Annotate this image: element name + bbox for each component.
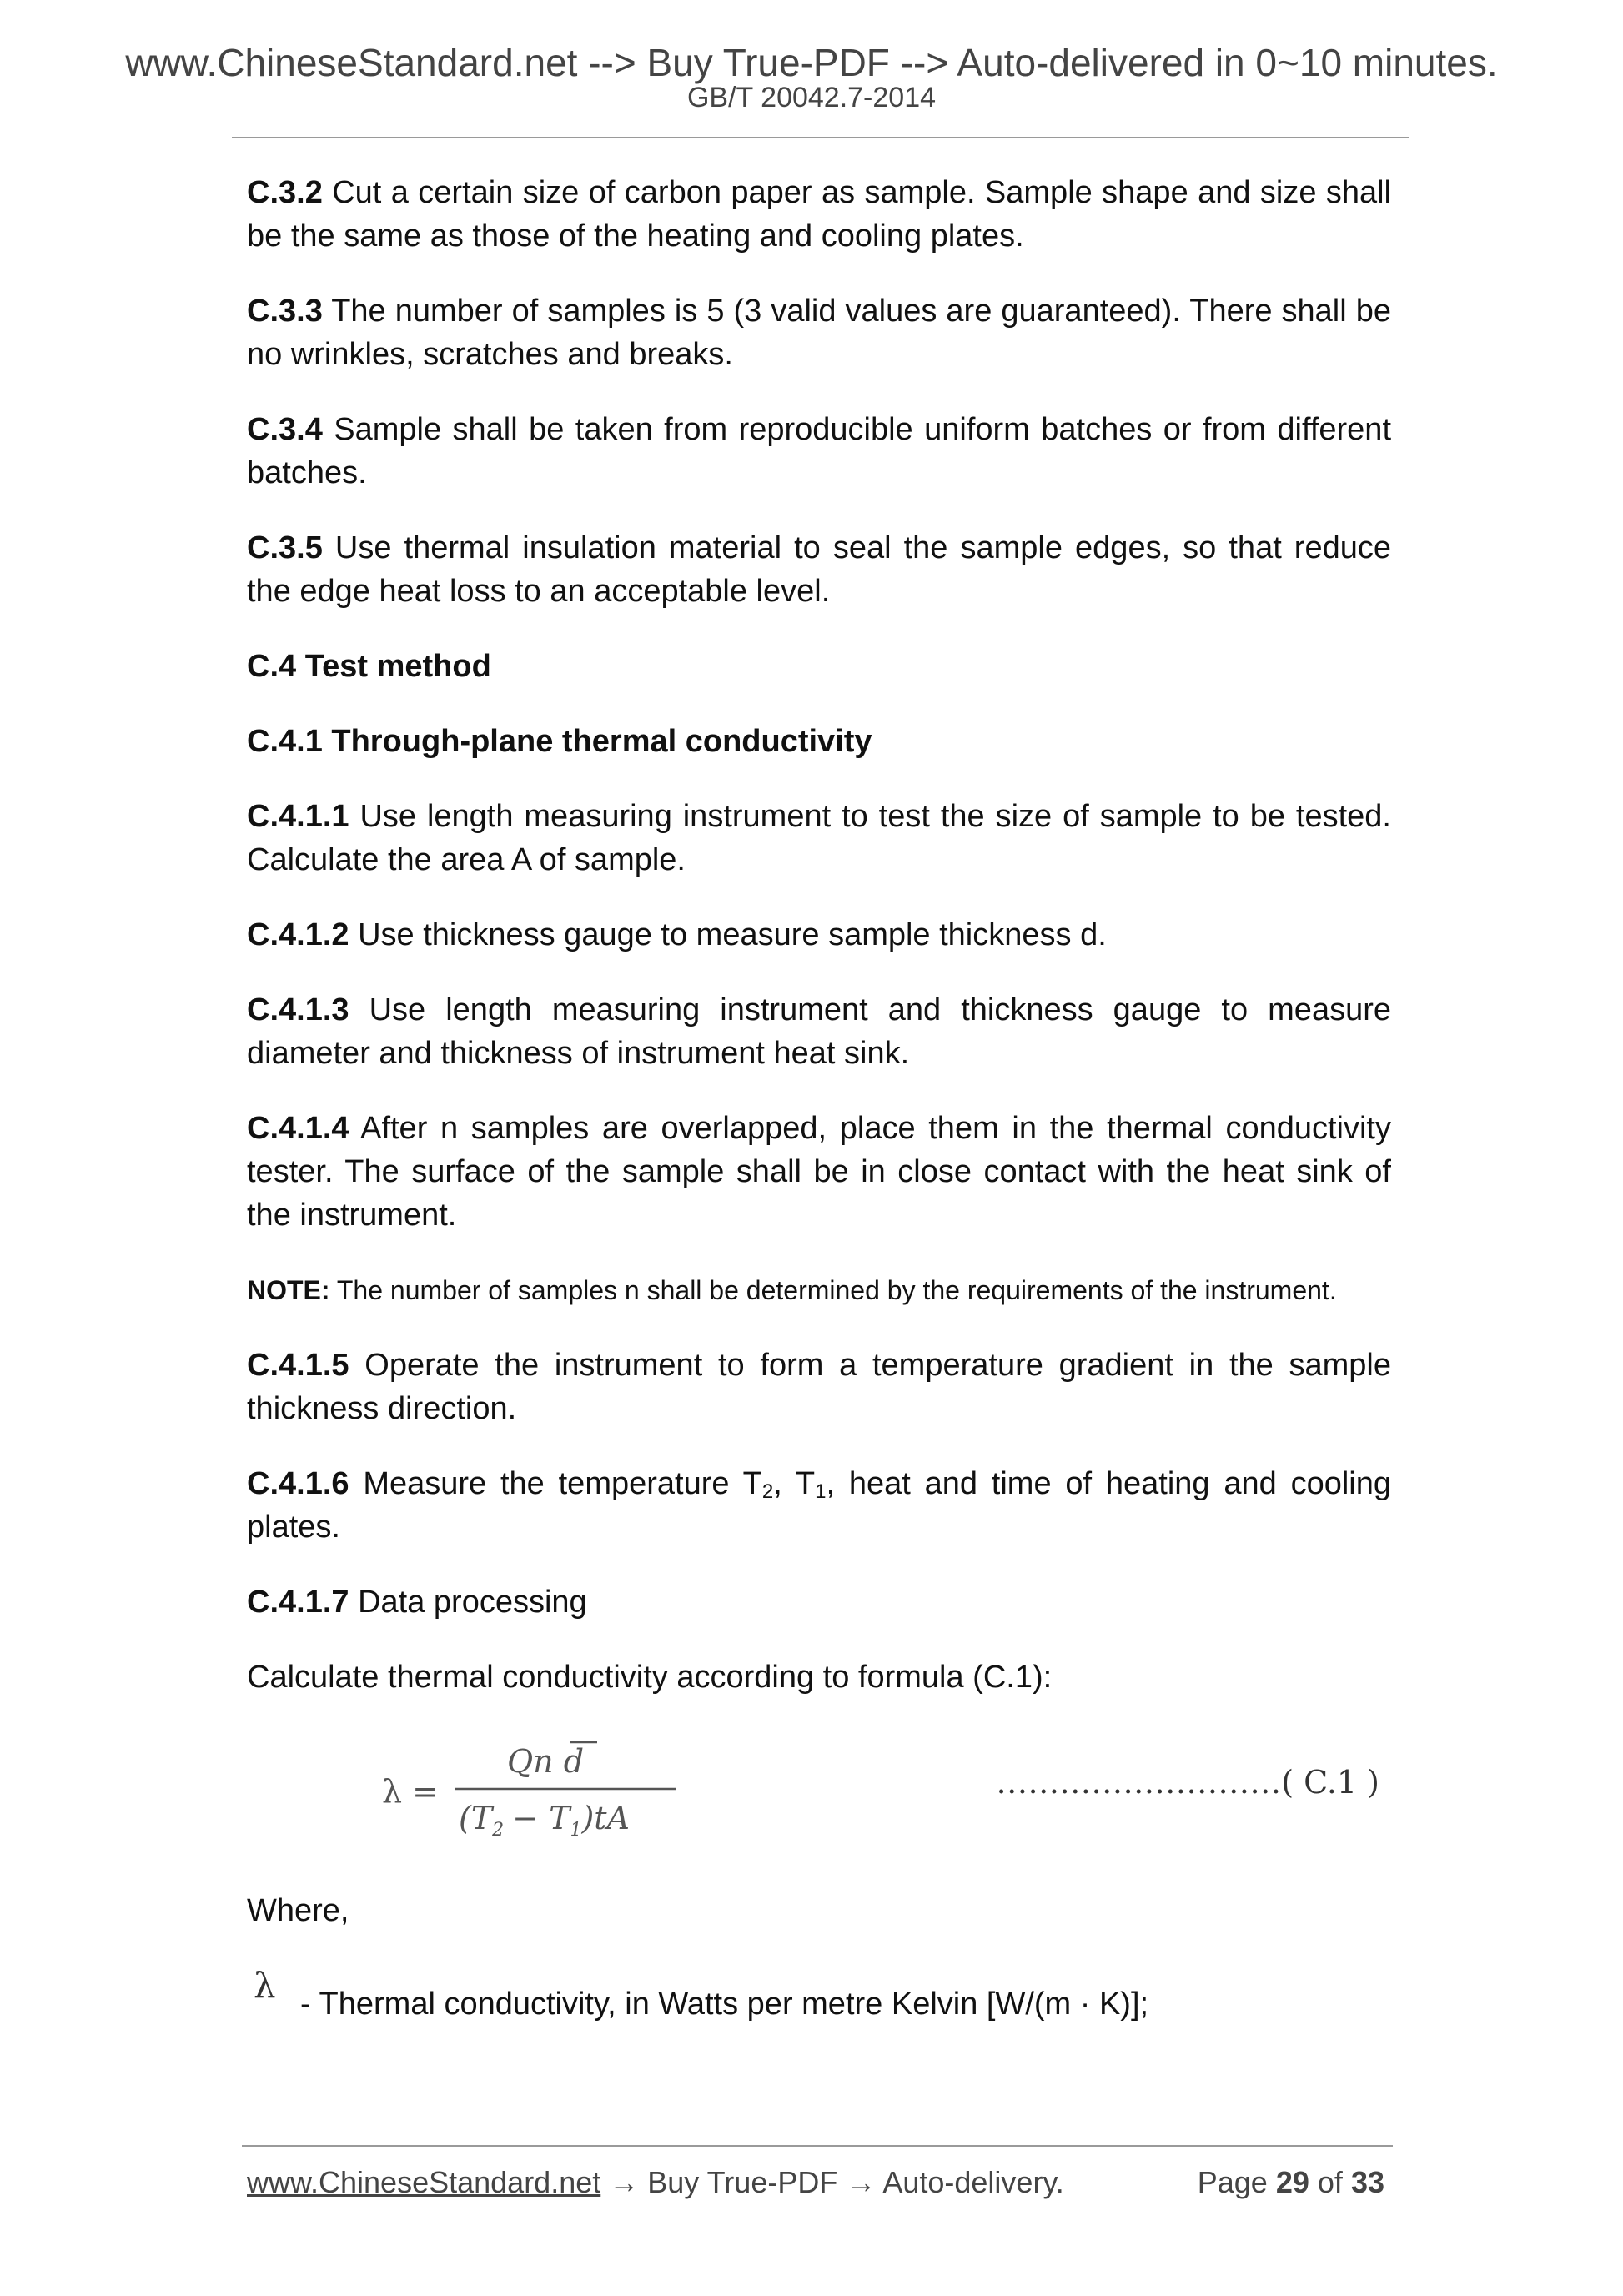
clause-c-4-1-7: C.4.1.7 Data processing (247, 1585, 587, 1620)
formula-expression (382, 1731, 782, 1839)
clause-c-4-1-1: C.4.1.1 Use length measuring instrument to test the size of sample to be tested. Calculate the area A of sample. (247, 799, 1391, 877)
definition-lambda (247, 1965, 1391, 2029)
footer-site-link[interactable]: www.ChineseStandard.net (247, 2165, 601, 2199)
page-indicator: Page 29 of 33 (1197, 2165, 1384, 2199)
formula-denominator: $(T_2 - T_1)tA$ (459, 1800, 630, 1839)
clause-c-4-1-6: C.4.1.6 Measure the temperature $T_2$, $T_1$, heat and time of heating and cooling plates. (247, 1466, 1391, 1545)
site-banner: www.ChineseStandard.net --> Buy True-PDF --> Auto-delivered in 0~10 minutes. (125, 41, 1498, 84)
standard-code: GB/T 20042.7-2014 (686, 82, 937, 113)
note: NOTE: The number of samples n shall be determined by the requirements of the instrument. (247, 1275, 1337, 1305)
clause-c-3-2: C.3.2 Cut a certain size of carbon paper as sample. Sample shape and size shall be the same as those of the heating and cooling plates. (247, 175, 1392, 254)
clause-c-4-1-2: C.4.1.2 Use thickness gauge to measure sample thickness d. (247, 917, 1107, 952)
clause-c-4-1-4: C.4.1.4 After n samples are overlapped, place them in the thermal conductivity tester. The surface of the sample shall be in close contact with the heat sink of the instrument. (247, 1111, 1391, 1233)
page-footer (247, 2162, 1391, 2203)
formula-lhs: λ = (382, 1773, 440, 1810)
clause-c-3-4: C.3.4 Sample shall be taken from reproducible uniform batches or from different batches. (247, 412, 1391, 490)
header-divider (232, 137, 1409, 138)
formula-c-1 (247, 1731, 1391, 1839)
formula-intro: Calculate thermal conductivity according to formula (C.1): (247, 1660, 1053, 1695)
equation-number: ………………………( C.1 ) (996, 1764, 1379, 1801)
footer-tagline: → Buy True-PDF → Auto-delivery. (609, 2165, 1064, 2199)
clause-c-4-1-3: C.4.1.3 Use length measuring instrument and thickness gauge to measure diameter and thickness of instrument heat sink. (247, 992, 1391, 1071)
clause-c-4-1-5: C.4.1.5 Operate the instrument to form a temperature gradient in the sample thickness direction. (247, 1348, 1391, 1426)
section-heading-c-4: C.4 Test method (247, 649, 491, 684)
clause-c-3-3: C.3.3 The number of samples is 5 (3 valid values are guaranteed). There shall be no wrinkles, scratches and breaks. (247, 294, 1391, 372)
section-heading-c-4-1: C.4.1 Through-plane thermal conductivity (247, 724, 872, 759)
definition-text: - Thermal conductivity, in Watts per metre Kelvin [W/(m · K)]; (300, 1987, 1149, 2022)
clause-c-3-5: C.3.5 Use thermal insulation material to seal the sample edges, so that reduce the edge heat loss to an acceptable level. (247, 530, 1391, 609)
footer-divider (242, 2145, 1393, 2147)
definition-symbol: λ (254, 1965, 276, 2006)
formula-numerator: Qn d (507, 1743, 585, 1780)
page-body (247, 171, 1391, 2029)
where-label: Where, (247, 1893, 349, 1928)
